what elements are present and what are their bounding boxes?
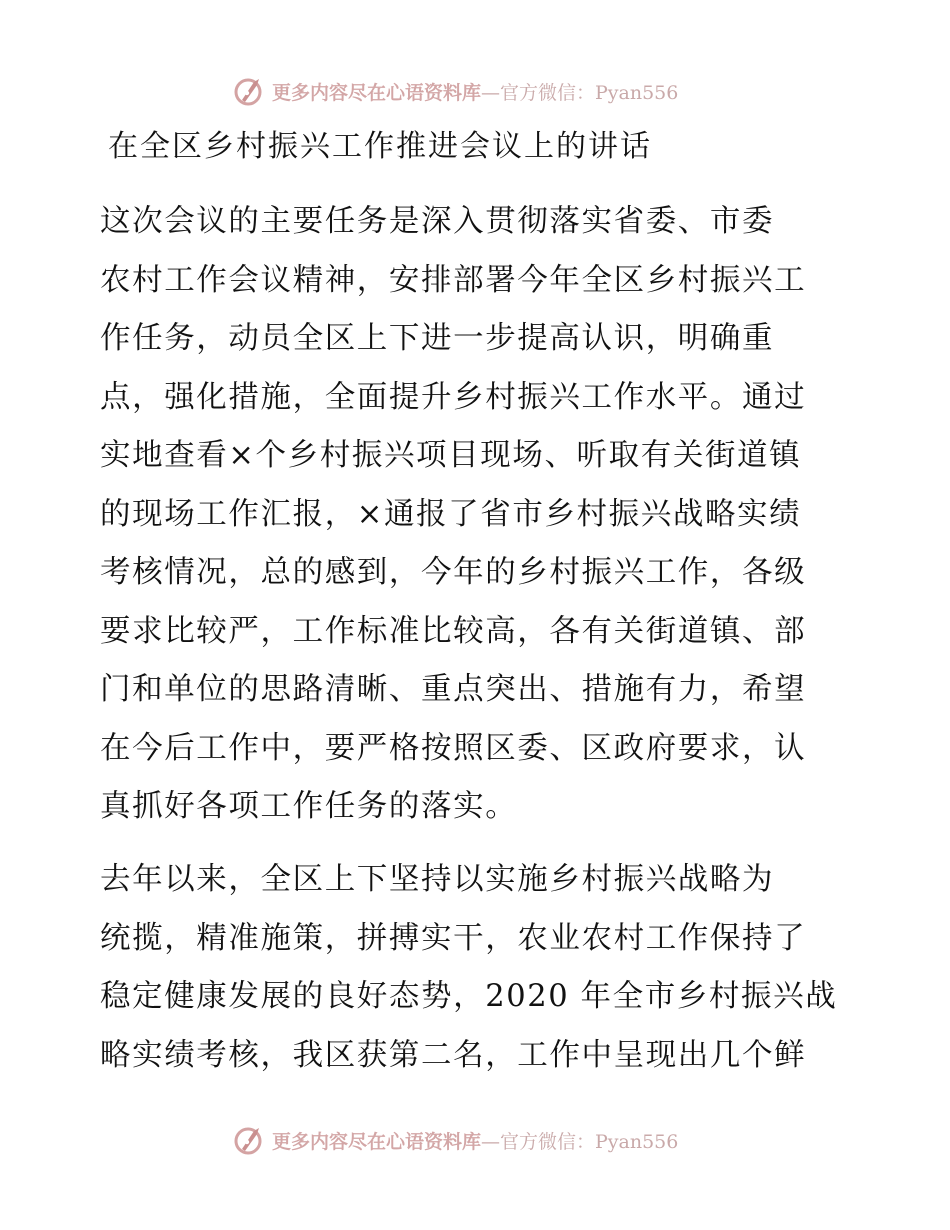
text-line: 真抓好各项工作任务的落实。	[100, 789, 518, 824]
text-line: 农村工作会议精神，安排部署今年全区乡村振兴工	[100, 262, 807, 298]
header-watermark	[232, 73, 678, 109]
watermark-contact: —官方微信：Pyan556	[481, 1130, 679, 1153]
text-line: 点，强化措施，全面提升乡村振兴工作水平。通过	[100, 379, 807, 415]
paragraph-1	[100, 193, 860, 837]
watermark-brand: 更多内容尽在心语资料库	[272, 1130, 482, 1153]
text-line: 略实绩考核，我区获第二名，工作中呈现出几个鲜	[100, 1037, 807, 1073]
watermark-text	[272, 1127, 678, 1154]
document-title: 在全区乡村振兴工作推进会议上的讲话	[108, 129, 652, 164]
text-line: 作任务，动员全区上下进一步提高认识，明确重	[100, 321, 775, 356]
text-line: 门和单位的思路清晰、重点突出、措施有力，希望	[100, 672, 807, 707]
paragraph-2	[100, 851, 860, 1085]
text-line: 统揽，精准施策，拼搏实干，农业农村工作保持了	[100, 920, 807, 956]
watermark-text	[272, 78, 678, 105]
text-line: 考核情况，总的感到，今年的乡村振兴工作，各级	[100, 555, 807, 590]
text-line: 这次会议的主要任务是深入贯彻落实省委、市委	[100, 204, 775, 239]
pen-nib-circle-icon	[232, 74, 266, 108]
watermark-brand: 更多内容尽在心语资料库	[272, 81, 482, 104]
text-line: 去年以来，全区上下坚持以实施乡村振兴战略为	[100, 862, 775, 897]
pen-nib-circle-icon	[232, 1123, 266, 1157]
text-line: 的现场工作汇报，×通报了省市乡村振兴战略实绩	[100, 496, 802, 532]
text-line: 在今后工作中，要严格按照区委、区政府要求，认	[100, 730, 807, 766]
text-line: 实地查看×个乡村振兴项目现场、听取有关街道镇	[100, 438, 802, 473]
footer-watermark	[232, 1122, 678, 1158]
watermark-contact: —官方微信：Pyan556	[481, 81, 679, 104]
text-line: 稳定健康发展的良好态势，2020 年全市乡村振兴战	[100, 979, 838, 1014]
text-line: 要求比较严，工作标准比较高，各有关街道镇、部	[100, 613, 807, 649]
